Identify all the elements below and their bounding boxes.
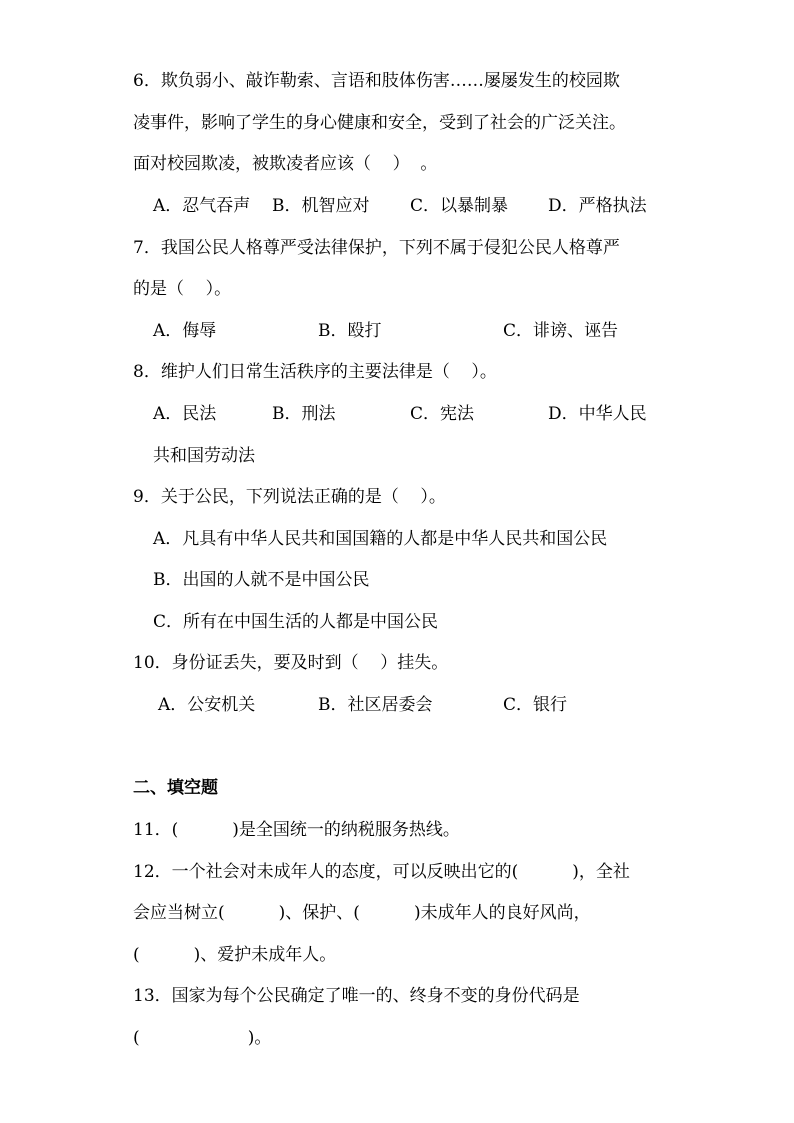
q10-option-b: B．社区居委会 — [318, 695, 433, 715]
q9-option-b: B．出国的人就不是中国公民 — [153, 570, 370, 590]
q12-line-1: 12．一个社会对未成年人的态度，可以反映出它的( )，全社 — [133, 862, 630, 882]
q9-line-1: 9．关于公民，下列说法正确的是（ ）。 — [133, 487, 446, 507]
q7-line-2: 的是（ ）。 — [133, 279, 232, 299]
q10-line-1: 10．身份证丢失，要及时到（ ）挂失。 — [133, 653, 449, 673]
q8-line-1: 8．维护人们日常生活秩序的主要法律是（ ）。 — [133, 362, 497, 382]
q8-option-a: A．民法 — [153, 404, 217, 424]
q9-option-c: C．所有在中国生活的人都是中国公民 — [153, 612, 439, 632]
q6-option-a: A．忍气吞声 — [153, 196, 251, 216]
q8-option-b: B．刑法 — [272, 404, 336, 424]
q10-option-c: C．银行 — [503, 695, 568, 715]
q8-option-d-continuation: 共和国劳动法 — [153, 446, 255, 466]
q8-option-d: D．中华人民 — [548, 404, 647, 424]
q7-option-b: B．殴打 — [318, 321, 382, 341]
q6-option-d: D．严格执法 — [548, 196, 647, 216]
q6-option-c: C．以暴制暴 — [410, 196, 509, 216]
q8-option-c: C．宪法 — [410, 404, 475, 424]
q7-option-a: A．侮辱 — [153, 321, 217, 341]
q12-line-2: 会应当树立( )、保护、( )未成年人的良好风尚， — [133, 903, 591, 923]
q6-line-1: 6．欺负弱小、敲诈勒索、言语和肢体伤害……屡屡发生的校园欺 — [133, 71, 620, 91]
q6-line-3: 面对校园欺凌，被欺凌者应该（ ） 。 — [133, 154, 438, 174]
q6-line-2: 凌事件，影响了学生的身心健康和安全，受到了社会的广泛关注。 — [133, 113, 626, 133]
section-title-fill-in: 二、填空题 — [133, 778, 218, 798]
q10-option-a: A．公安机关 — [158, 695, 256, 715]
q11-line-1: 11．( )是全国统一的纳税服务热线。 — [133, 820, 460, 840]
q7-option-c: C．诽谤、诬告 — [503, 321, 619, 341]
q7-line-1: 7．我国公民人格尊严受法律保护，下列不属于侵犯公民人格尊严 — [133, 238, 620, 258]
q13-line-2: ( )。 — [133, 1028, 272, 1048]
q9-option-a: A．凡具有中华人民共和国国籍的人都是中华人民共和国公民 — [153, 529, 608, 549]
q6-option-b: B．机智应对 — [272, 196, 370, 216]
q13-line-1: 13．国家为每个公民确定了唯一的、终身不变的身份代码是 — [133, 986, 580, 1006]
q12-line-3: ( )、爱护未成年人。 — [133, 945, 337, 965]
